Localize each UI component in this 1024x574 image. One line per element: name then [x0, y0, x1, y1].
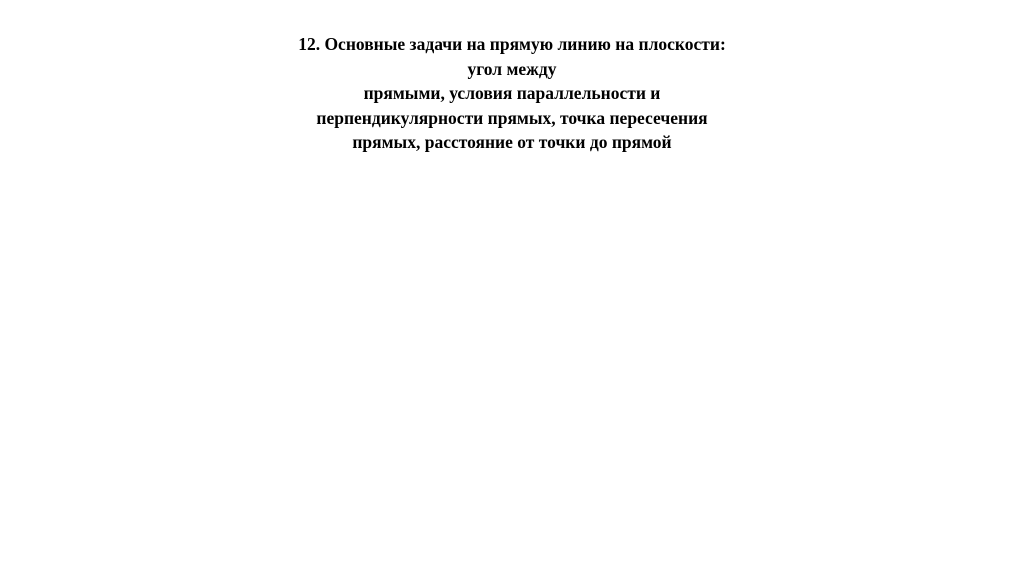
slide-title: [0, 32, 1024, 155]
title-line-4: перпендикулярности прямых, точка пересечения: [316, 107, 708, 128]
title-line-3: прямыми, условия параллельности и: [363, 83, 661, 103]
title-line-5: прямых, расстояние от точки до прямой: [352, 132, 672, 152]
title-line-1: 12. Основные задачи на прямую линию на плоскости:: [298, 34, 726, 54]
title-line-2: угол между: [467, 58, 557, 79]
